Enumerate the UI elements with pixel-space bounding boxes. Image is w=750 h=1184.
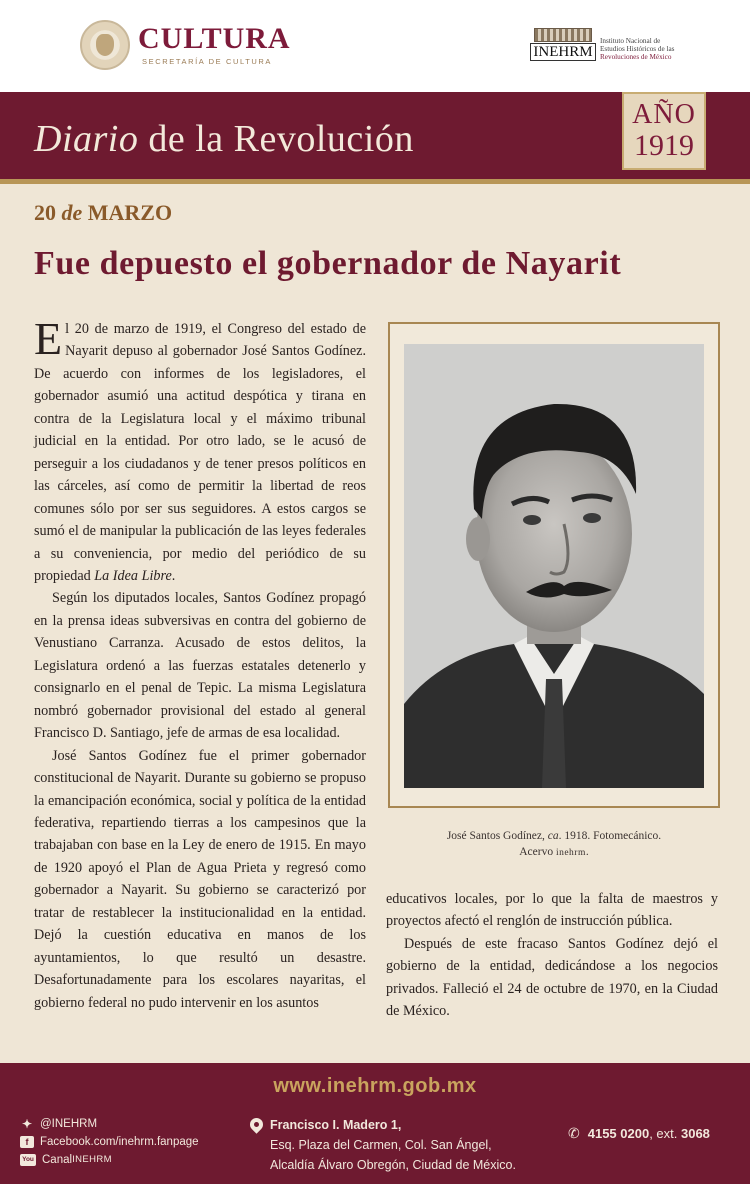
caption-line2	[388, 844, 720, 861]
page-title	[34, 117, 414, 161]
caption-text: . 1918. Fotomecánico.	[558, 830, 662, 842]
year-badge	[622, 92, 706, 170]
caption-smallcaps: inehrm	[555, 848, 586, 858]
location-pin-icon	[247, 1115, 265, 1133]
date-de: de	[61, 200, 83, 225]
postal-address	[248, 1115, 516, 1175]
phone-icon: ✆	[568, 1125, 580, 1141]
caption-italic: ca	[547, 830, 559, 842]
paragraph: José Santos Godínez fue el primer gobernador constitucional de Nayarit. Durante su gobierno se propuso la emancipación económica, social y política de la entidad federativa, repartiendo tierras a los campesinos que la trabajaban con base en la Ley de enero de 1915. En mayo de 1920 apoyó el Plan de Agua Prieta y regresó como gobernador a Nayarit. Su gobierno se caracterizó por tratar de restablecer la institucionalidad en la entidad. Dejó la cuestión educativa en manos de los ayuntamientos, lo que resultó un desastre. Desafortunadamente para los escolares nayaritas, el gobierno federal no pudo intervenir en los asuntos	[34, 747, 366, 1011]
year-value: 1919	[634, 129, 694, 162]
phone-number: 4155 0200	[587, 1126, 650, 1141]
caption-text: José Santos Godínez,	[446, 830, 548, 842]
cultura-logo-text: CULTURA	[138, 22, 291, 55]
facebook-icon: f	[20, 1136, 34, 1148]
twitter-handle: @INEHRM	[40, 1118, 98, 1130]
date-month: MARZO	[87, 200, 173, 225]
top-logo-band	[0, 0, 750, 92]
twitter-link[interactable]	[20, 1115, 199, 1133]
inehrm-text-line: Instituto Nacional de	[600, 37, 661, 45]
social-links	[20, 1115, 199, 1169]
facebook-link[interactable]	[20, 1133, 199, 1151]
phone-ext: 3068	[680, 1126, 710, 1141]
address-line: Esq. Plaza del Carmen, Col. San Ángel,	[270, 1138, 492, 1152]
inehrm-logo	[530, 28, 596, 62]
mexican-seal-icon	[80, 20, 130, 70]
youtube-icon: You	[20, 1154, 36, 1166]
portrait-photo	[404, 344, 704, 788]
article-headline: Fue depuesto el gobernador de Nayarit	[34, 245, 622, 282]
inehrm-text-line: Estudios Históricos de las	[600, 45, 675, 54]
youtube-link[interactable]	[20, 1151, 199, 1169]
paragraph: Según los diputados locales, Santos Godínez propagó en la prensa ideas subversivas en contra del gobierno de Venustiano Carranza. Acusado de estos delitos, la Legislatura ordenó a las fuerzas estatales detenerlo y consignarlo en el penal de Tepic. La misma Legislatura nombró gobernador provisional del estado al general Francisco D. Santiago, jefe de armas de esa localidad.	[34, 590, 366, 742]
inehrm-text-line: Revoluciones de México	[600, 53, 672, 62]
caption-text: Acervo	[519, 846, 556, 858]
paragraph	[34, 313, 366, 587]
website-link[interactable]: www.inehrm.gob.mx	[273, 1075, 477, 1097]
address-line: Francisco I. Madero 1,	[270, 1118, 402, 1132]
page-footer	[0, 1063, 750, 1184]
phone-contact[interactable]	[568, 1125, 710, 1142]
building-icon	[534, 28, 592, 42]
phone-ext-label: , ext.	[649, 1126, 681, 1141]
date-day: 20	[34, 200, 56, 225]
title-rest: de la Revolución	[138, 118, 414, 160]
facebook-url: Facebook.com/inehrm.fanpage	[40, 1136, 199, 1148]
title-italic: Diario	[34, 118, 139, 160]
newspaper-title: La Idea Libre	[94, 567, 172, 584]
photo-frame	[388, 322, 720, 808]
entry-date	[34, 200, 172, 226]
drop-cap: E	[34, 313, 63, 364]
cultura-logo-subtitle: SECRETARÍA DE CULTURA	[142, 57, 273, 66]
paragraph: educativos locales, por lo que la falta de maestros y proyectos afectó el renglón de instrucción pública.	[386, 891, 718, 930]
address-line: Alcaldía Álvaro Obregón, Ciudad de México.	[270, 1158, 516, 1172]
article-column-right	[386, 888, 718, 1023]
caption-line1	[388, 828, 720, 844]
paragraph-text: l 20 de marzo de 1919, el Congreso del estado de Nayarit depuso al gobernador José Santos Godínez. De acuerdo con informes de los legisladores, el gobernador asumió una actitud despótica y tirana en contra de la Legislatura local y el máximo tribunal judicial en la entidad. Por otro lado, se le acusó de perseguir a los ciudadanos y de tener presos políticos en las cárceles, así como de permitir la libertad de reos comunes sólo por ser sus seguidores. A estos cargos se sumó el de manipular la publicación de las leyes federales a su conveniencia, por medio del periódico de su propiedad	[34, 321, 366, 584]
caption-text: .	[585, 846, 589, 858]
twitter-icon: ✦	[21, 1117, 33, 1131]
youtube-label: Canal	[42, 1154, 73, 1166]
article-column-left	[34, 313, 366, 1014]
photo-caption	[388, 828, 720, 861]
inehrm-logo-text	[600, 37, 674, 62]
portrait-illustration	[404, 344, 704, 788]
inehrm-logo-word: INEHRM	[530, 43, 596, 61]
paragraph-text: .	[171, 567, 176, 584]
year-label: AÑO	[632, 99, 696, 130]
paragraph: Después de este fracaso Santos Godínez dejó el gobierno de la entidad, dedicándose a los negocios privados. Falleció el 24 de octubre de 1970, en la Ciudad de México.	[386, 935, 718, 1020]
youtube-name: INEHRM	[72, 1154, 112, 1165]
